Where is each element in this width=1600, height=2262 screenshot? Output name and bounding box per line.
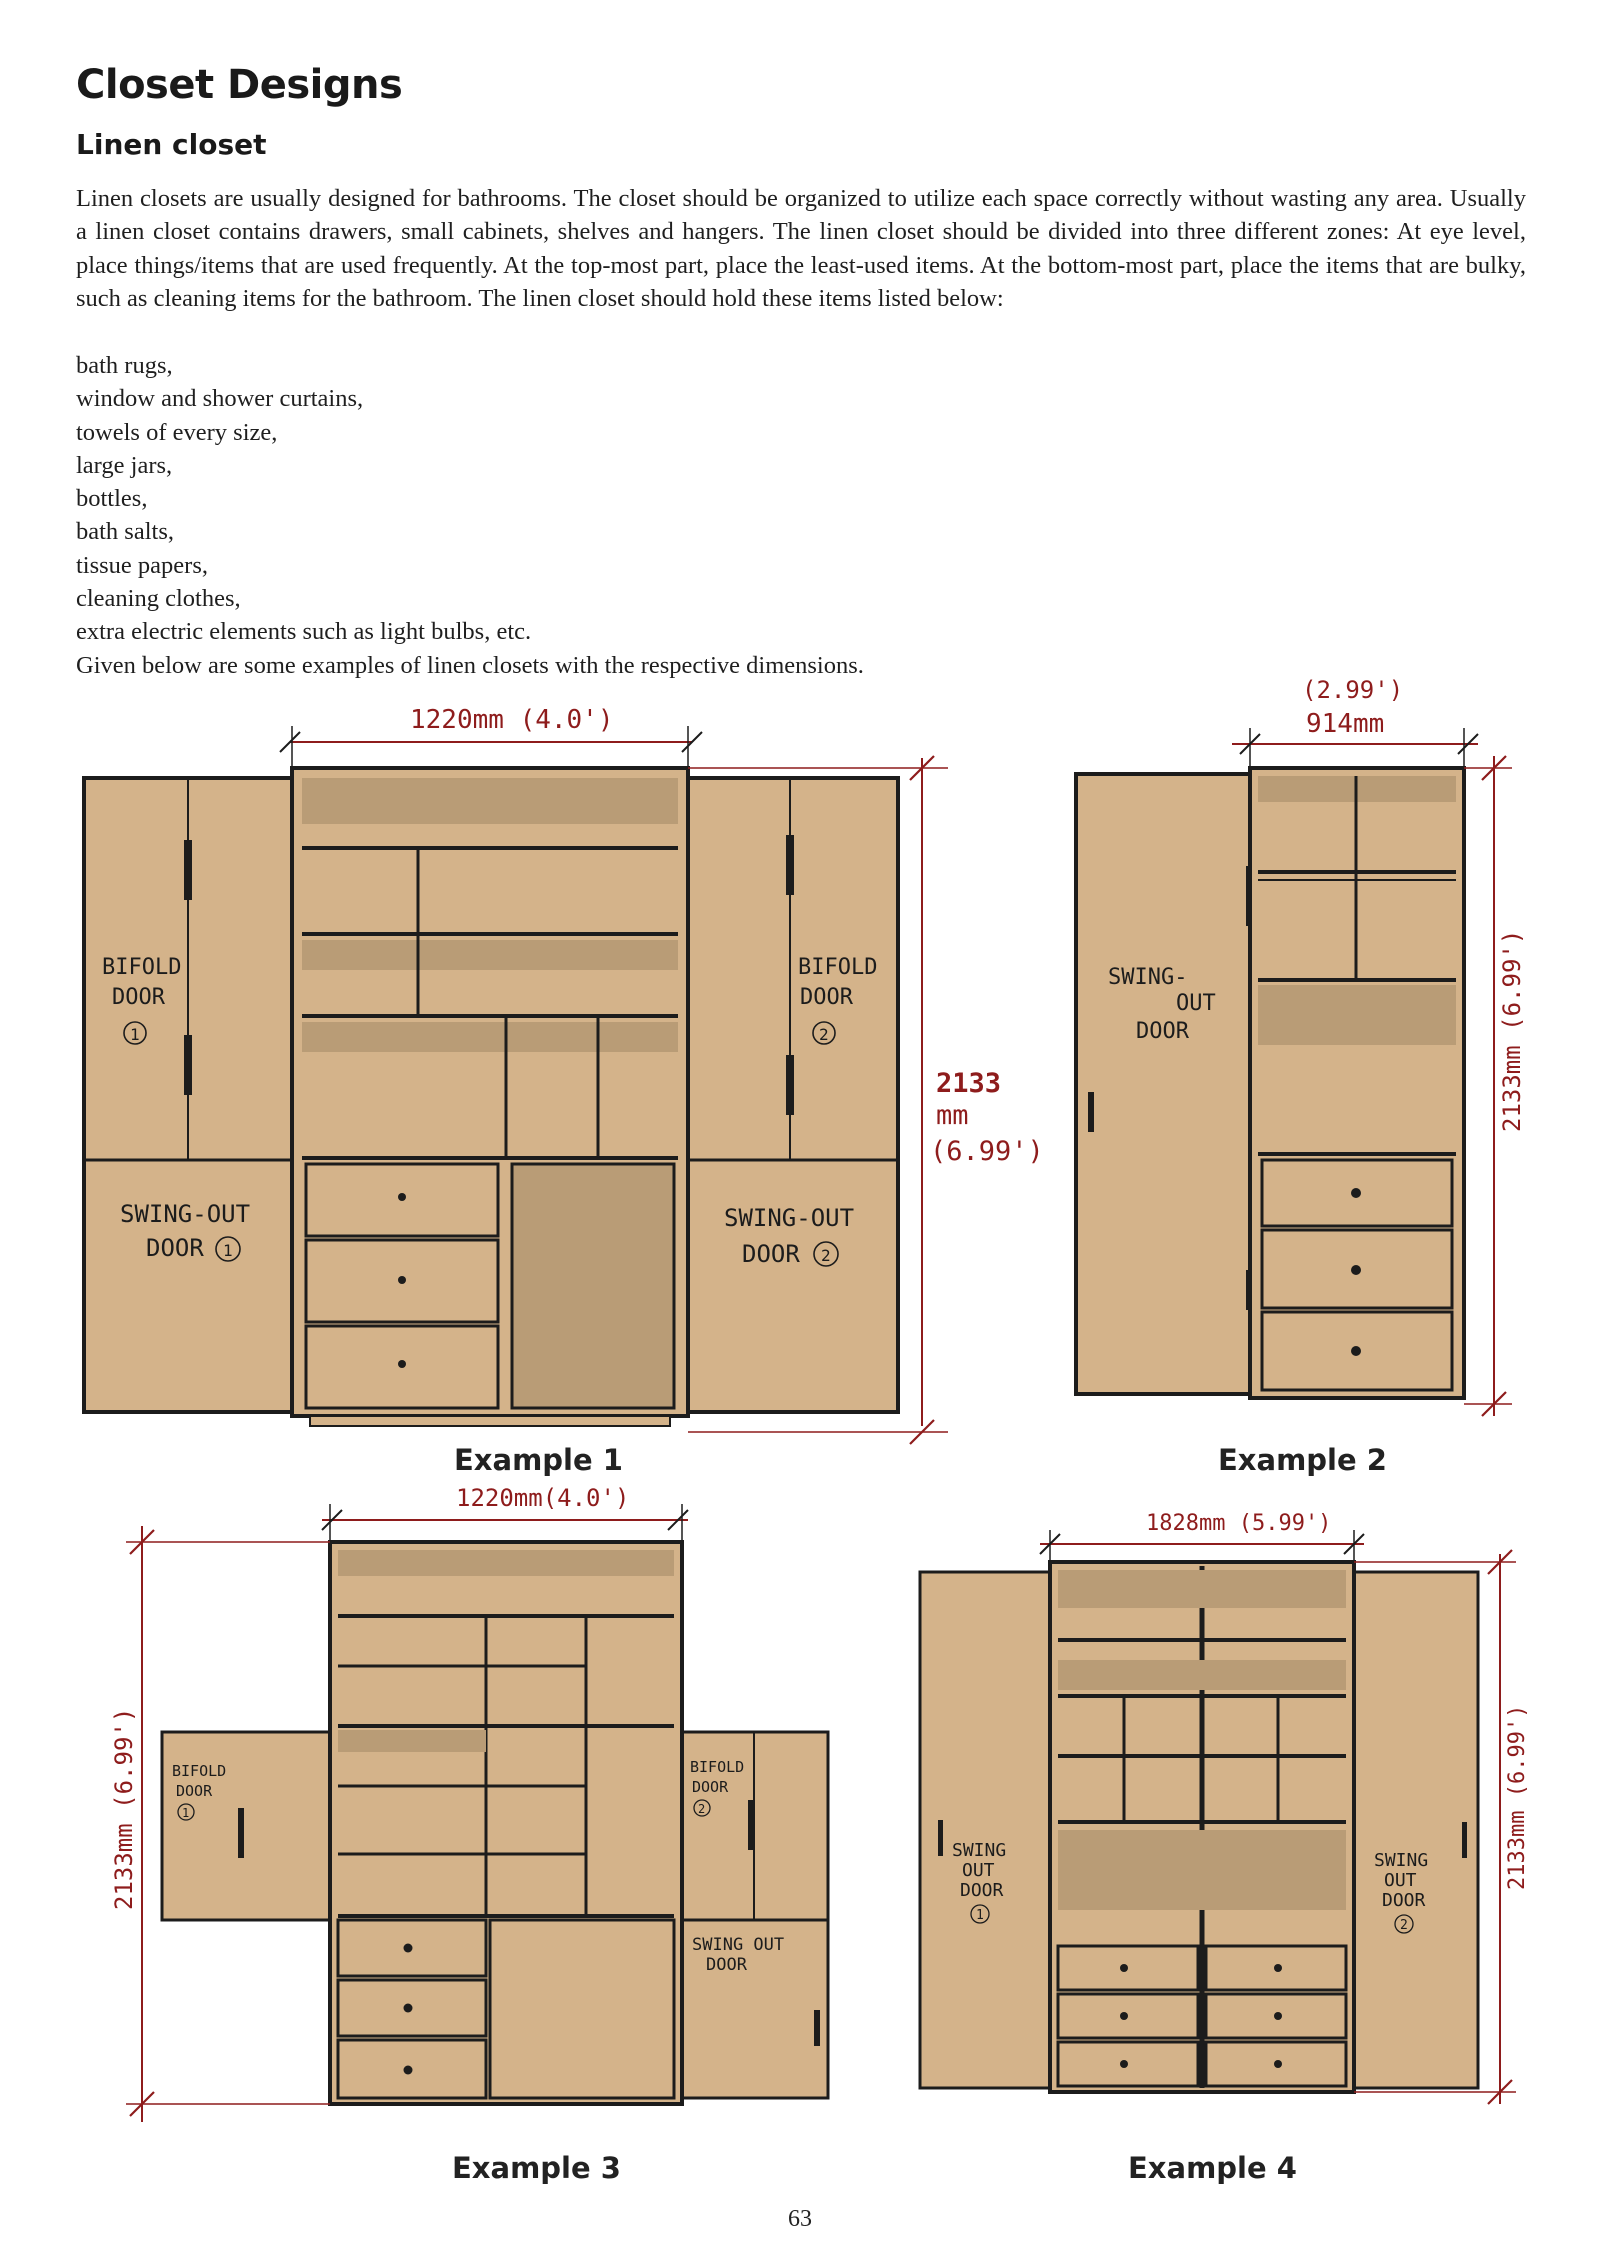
bifold-door-1-sub: DOOR	[112, 985, 165, 1010]
swing-door-1-sub: DOOR	[146, 1234, 204, 1262]
swing-door-2-number: 2	[1400, 1918, 1408, 1933]
section-subtitle: Linen closet	[76, 128, 267, 161]
door-handle-icon	[938, 1820, 943, 1856]
example-1-caption: Example 1	[454, 1443, 623, 1477]
example-2-drawing	[1076, 676, 1526, 1477]
example-4-width-dim: 1828mm (5.99')	[1146, 1511, 1332, 1536]
list-item: towels of every size,	[76, 418, 278, 446]
example-1-height-feet: (6.99')	[930, 1136, 1044, 1167]
swing-door-2-sub: OUT	[1384, 1870, 1417, 1891]
swing-door-1-label: SWING	[952, 1840, 1007, 1861]
swing-door-2-sub2: DOOR	[1382, 1890, 1426, 1911]
example-4-caption: Example 4	[1128, 2151, 1297, 2185]
door-handle-icon	[238, 1808, 244, 1858]
swing-door-1-number: 1	[976, 1908, 984, 1923]
example-2-width-mm: 914mm	[1306, 709, 1385, 739]
door-handle-icon	[786, 1055, 794, 1115]
list-item: tissue papers,	[76, 551, 208, 579]
swing-door-2-label: SWING	[1374, 1850, 1429, 1871]
closing-sentence: Given below are some examples of linen closets with the respective dimensions.	[76, 652, 864, 679]
list-item: bottles,	[76, 485, 148, 513]
knob-icon	[1351, 1265, 1361, 1275]
knob-icon	[1351, 1346, 1361, 1356]
list-item: bath rugs,	[76, 352, 173, 379]
swing-door-label: SWING OUT	[692, 1935, 785, 1955]
example-3-caption: Example 3	[452, 2151, 621, 2185]
swing-door-sub: DOOR	[706, 1955, 747, 1975]
swing-door-panel	[1354, 1572, 1478, 2088]
list-item: extra electric elements such as light bulbs, etc.	[76, 618, 532, 646]
knob-icon	[398, 1193, 406, 1201]
knob-icon	[404, 2066, 413, 2075]
knob-icon	[1274, 1964, 1282, 1972]
knob-icon	[1351, 1188, 1361, 1198]
example-2-height-dim: 2133mm (6.99')	[1498, 929, 1526, 1132]
knob-icon	[1120, 2012, 1128, 2020]
knob-icon	[404, 2004, 413, 2013]
swing-door-sub2: DOOR	[1136, 1019, 1189, 1044]
example-3-height-dim: 2133mm (6.99')	[110, 1707, 138, 1910]
door-handle-icon	[786, 835, 794, 895]
door-handle-icon	[184, 1035, 192, 1095]
bifold-door-panel	[162, 1732, 330, 1920]
swing-door-1-label: SWING-OUT	[120, 1200, 251, 1228]
knob-icon	[1274, 2012, 1282, 2020]
knob-icon	[404, 1944, 413, 1953]
knob-icon	[1120, 1964, 1128, 1972]
example-1-width-dim: 1220mm (4.0')	[410, 705, 614, 735]
bifold-door-1-label: BIFOLD	[102, 955, 182, 980]
swing-door-sub: OUT	[1176, 991, 1216, 1016]
door-handle-icon	[1088, 1092, 1094, 1132]
knob-icon	[398, 1276, 406, 1284]
bifold-door-1-number: 1	[182, 1806, 190, 1820]
bifold-door-2-number: 2	[819, 1025, 829, 1044]
swing-door-2-sub: DOOR	[742, 1240, 800, 1268]
example-3-width-dim: 1220mm(4.0')	[456, 1484, 630, 1512]
swing-door-1-sub2: DOOR	[960, 1880, 1004, 1901]
list-item: window and shower curtains,	[76, 385, 364, 413]
example-4-drawing	[920, 1511, 1530, 2185]
swing-door-1-sub: OUT	[962, 1860, 995, 1881]
knob-icon	[1274, 2060, 1282, 2068]
page-title: Closet Designs	[76, 62, 403, 108]
swing-door-1-number: 1	[223, 1241, 233, 1260]
example-3-drawing	[110, 1484, 828, 2185]
swing-door-panel	[1076, 774, 1250, 1394]
door-handle-icon	[184, 840, 192, 900]
page-number: 63	[788, 2206, 812, 2232]
list-item: large jars,	[76, 451, 173, 479]
bifold-door-2-sub: DOOR	[692, 1778, 729, 1796]
bifold-door-1-label: BIFOLD	[172, 1762, 227, 1780]
example-2-caption: Example 2	[1218, 1443, 1387, 1477]
example-1-height-unit: mm	[936, 1100, 969, 1131]
bifold-door-2-label: BIFOLD	[690, 1758, 745, 1776]
example-1-height-value: 2133	[936, 1068, 1002, 1099]
door-handle-icon	[814, 2010, 820, 2046]
knob-icon	[398, 1360, 406, 1368]
bifold-door-1-sub: DOOR	[176, 1782, 213, 1800]
list-item: cleaning clothes,	[76, 585, 241, 613]
swing-door-label: SWING-	[1108, 965, 1188, 990]
door-handle-icon	[1462, 1822, 1467, 1858]
swing-door-2-label: SWING-OUT	[724, 1204, 855, 1232]
bifold-door-1-number: 1	[130, 1025, 140, 1044]
bifold-door-2-number: 2	[698, 1802, 706, 1816]
intro-paragraph: Linen closets are usually designed for bathrooms. The closet should be organized to utilize each space correctly without wasting any area. Usually a linen closet contains drawers, small cabinets, shelves and hangers. The linen closet should be divided into three different zones: At eye level, place things/items that are used frequently. At the top-most part, place the least-used items. At the bottom-most part, place the items that are bulky, such as cleaning items for the bathroom. The linen closet should hold these items listed below:	[76, 185, 1526, 312]
list-item: bath salts,	[76, 518, 174, 546]
swing-door-2-number: 2	[821, 1246, 831, 1265]
example-4-height-dim: 2133mm (6.99')	[1505, 1704, 1530, 1890]
door-handle-icon	[748, 1800, 754, 1850]
bifold-door-2-sub: DOOR	[800, 985, 853, 1010]
knob-icon	[1120, 2060, 1128, 2068]
example-1-drawing	[84, 705, 1044, 1477]
bifold-door-2-label: BIFOLD	[798, 955, 878, 980]
example-2-width-feet: (2.99')	[1302, 676, 1404, 704]
